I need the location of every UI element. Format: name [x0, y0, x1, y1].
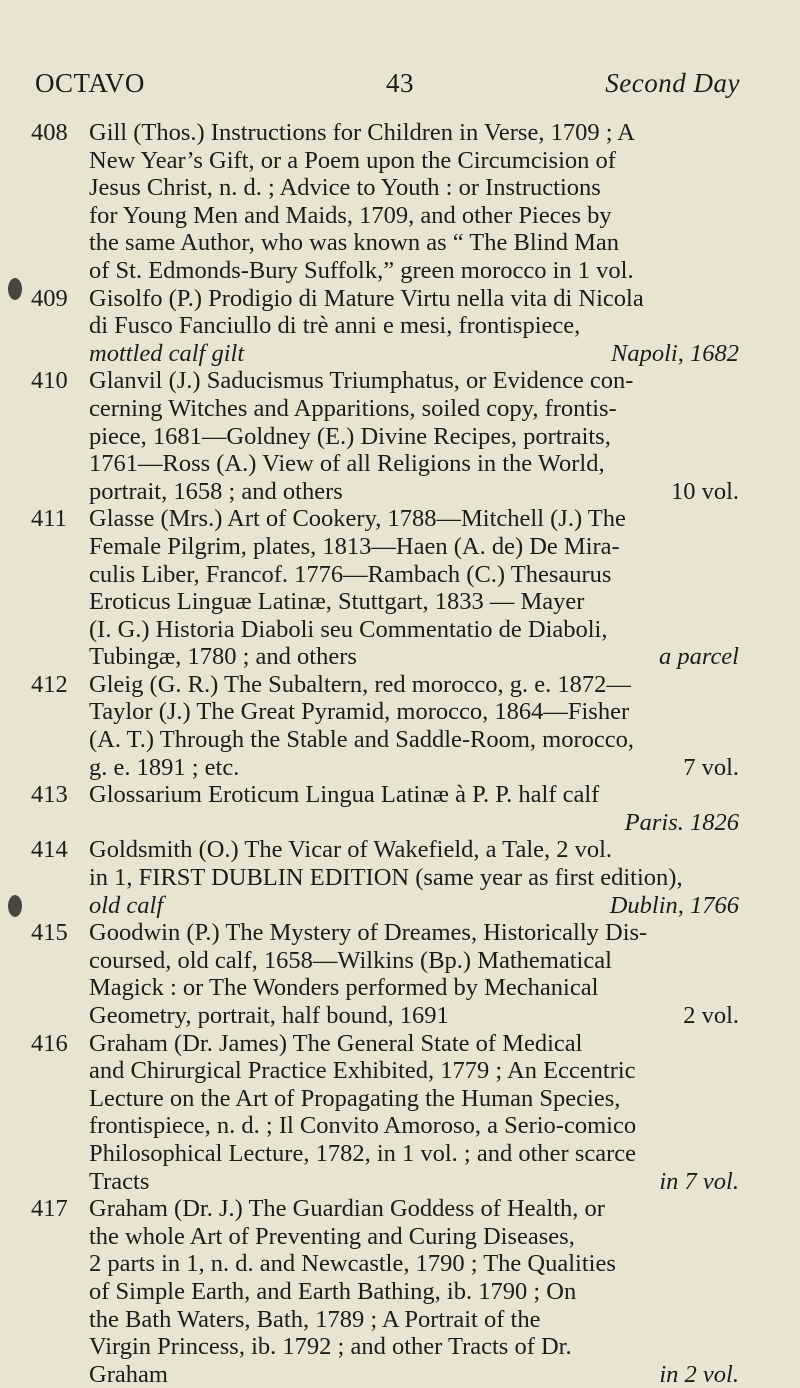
- lot-line: and Chirurgical Practice Exhibited, 1779 ; An Eccentric: [89, 1057, 636, 1085]
- lot-line: New Year’s Gift, or a Poem upon the Circumcision of: [89, 146, 616, 174]
- lot-line: of Simple Earth, and Earth Bathing, ib. 1790 ; On: [89, 1277, 577, 1305]
- lot-line: for Young Men and Maids, 1709, and other Pieces by: [89, 201, 612, 229]
- lot-description: [89, 119, 739, 285]
- lot-description: [89, 836, 739, 919]
- lot-number: 414: [31, 836, 68, 864]
- lot-line: Glanvil (J.) Saducismus Triumphatus, or Evidence con-: [89, 367, 634, 395]
- lot-imprint: Napoli, 1682: [611, 339, 739, 367]
- lot-line: 1761—Ross (A.) View of all Religions in the World,: [89, 450, 605, 478]
- lot-line: cerning Witches and Apparitions, soiled copy, frontis-: [89, 394, 617, 422]
- lot-line: Gill (Thos.) Instructions for Children in Verse, 1709 ; A: [89, 119, 635, 146]
- header-format: OCTAVO: [35, 68, 145, 98]
- lot-quantity: 2 vol.: [683, 1002, 739, 1029]
- lot-line: Female Pilgrim, plates, 1813—Haen (A. de) De Mira-: [89, 532, 620, 560]
- lot-line: 2 parts in 1, n. d. and Newcastle, 1790 ; The Qualities: [89, 1250, 616, 1278]
- lot-line: (I. G.) Historia Diaboli seu Commentatio de Diaboli,: [89, 615, 608, 643]
- lot-line: of St. Edmonds-Bury Suffolk,” green morocco in 1 vol.: [89, 256, 634, 284]
- lot-line: Goldsmith (O.) The Vicar of Wakefield, a Tale, 2 vol.: [89, 836, 613, 864]
- lot-line: Jesus Christ, n. d. ; Advice to Youth : or Instructions: [89, 174, 601, 202]
- lot-binding: old calf: [89, 891, 164, 919]
- lot-line: culis Liber, Francof. 1776—Rambach (C.) Thesaurus: [89, 560, 612, 588]
- lot-description: [89, 781, 739, 836]
- lot-line: Glossarium Eroticum Lingua Latinæ à P. P. half calf: [89, 781, 600, 809]
- lot-line: Graham: [89, 1360, 168, 1388]
- lot-line: Graham (Dr. James) The General State of Medical: [89, 1029, 583, 1057]
- lot-line: Tubingæ, 1780 ; and others: [89, 643, 357, 671]
- lot-line-tail: [89, 478, 739, 506]
- lot-description: [89, 285, 739, 368]
- lot-entry: [0, 919, 800, 1029]
- lot-line: the whole Art of Preventing and Curing Diseases,: [89, 1222, 575, 1250]
- lot-line: Gleig (G. R.) The Subaltern, red morocco, g. e. 1872—: [89, 670, 631, 698]
- lot-number: 409: [31, 284, 68, 312]
- lot-imprint: Dublin, 1766: [609, 891, 739, 919]
- lot-line: coursed, old calf, 1658—Wilkins (Bp.) Mathematical: [89, 946, 612, 974]
- lot-line: frontispiece, n. d. ; Il Convito Amoroso, a Serio-comico: [89, 1112, 637, 1140]
- lot-line: in 1, FIRST DUBLIN EDITION (same year as first edition),: [89, 864, 683, 892]
- lot-entry: [0, 1030, 800, 1196]
- lot-quantity: a parcel: [658, 643, 739, 671]
- page-header: [0, 68, 800, 104]
- lot-line: the Bath Waters, Bath, 1789 ; A Portrait of the: [89, 1305, 541, 1333]
- lot-line: di Fusco Fanciullo di trè anni e mesi, frontispiece,: [89, 312, 581, 340]
- lot-line-tail: [89, 754, 739, 782]
- lot-line: Goodwin (P.) The Mystery of Dreames, Historically Dis-: [89, 919, 648, 947]
- lot-line-tail: [89, 1002, 739, 1030]
- lot-entry: [0, 1195, 800, 1388]
- lot-line: Magick : or The Wonders performed by Mechanical: [89, 974, 599, 1002]
- lot-description: [89, 1195, 739, 1388]
- lot-number: 408: [31, 119, 68, 146]
- lot-entry: [0, 367, 800, 505]
- lot-line: Tracts: [89, 1167, 150, 1195]
- lot-description: [89, 367, 739, 505]
- lot-line-tail: [89, 1361, 739, 1388]
- lot-description: [89, 671, 739, 781]
- lot-line: g. e. 1891 ; etc.: [89, 753, 240, 781]
- lot-entry: [0, 285, 800, 368]
- lot-number: 411: [31, 505, 67, 533]
- lot-binding: mottled calf gilt: [89, 339, 245, 367]
- lot-line-tail: [89, 643, 739, 671]
- lot-line: Eroticus Linguæ Latinæ, Stuttgart, 1833 — Mayer: [89, 588, 585, 616]
- lot-number: 413: [31, 781, 68, 809]
- lot-number: 412: [31, 670, 68, 698]
- lot-line: portrait, 1658 ; and others: [89, 477, 343, 505]
- lot-quantity: 7 vol.: [683, 753, 739, 781]
- lot-line: (A. T.) Through the Stable and Saddle-Room, morocco,: [89, 726, 635, 754]
- lot-number: 416: [31, 1029, 68, 1057]
- lot-line: Lecture on the Art of Propagating the Human Species,: [89, 1084, 621, 1112]
- lot-description: [89, 1030, 739, 1196]
- lot-line-tail: [89, 892, 739, 920]
- page-number: 43: [386, 68, 414, 98]
- lot-description: [89, 919, 739, 1029]
- lot-list: [0, 119, 800, 1388]
- lot-entry: [0, 781, 800, 836]
- lot-line: Gisolfo (P.) Prodigio di Mature Virtu nella vita di Nicola: [89, 284, 644, 312]
- lot-entry: [0, 119, 800, 285]
- lot-description: [89, 505, 739, 671]
- lot-number: 417: [31, 1195, 68, 1223]
- lot-line: piece, 1681—Goldney (E.) Divine Recipes, portraits,: [89, 422, 611, 450]
- lot-entry: [0, 505, 800, 671]
- lot-line: Glasse (Mrs.) Art of Cookery, 1788—Mitchell (J.) The: [89, 505, 626, 533]
- header-day: Second Day: [605, 68, 740, 98]
- lot-imprint: Paris. 1826: [624, 808, 739, 836]
- lot-number: 410: [31, 367, 68, 395]
- lot-line: Virgin Princess, ib. 1792 ; and other Tracts of Dr.: [89, 1333, 572, 1361]
- lot-number: 415: [31, 919, 68, 947]
- lot-line: Philosophical Lecture, 1782, in 1 vol. ; and other scarce: [89, 1139, 637, 1167]
- lot-entry: [0, 836, 800, 919]
- lot-entry: [0, 671, 800, 781]
- lot-line: Taylor (J.) The Great Pyramid, morocco, 1864—Fisher: [89, 698, 630, 726]
- lot-quantity: in 7 vol.: [659, 1167, 739, 1195]
- lot-line: the same Author, who was known as “ The Blind Man: [89, 229, 620, 257]
- lot-line-tail: [89, 1168, 739, 1196]
- lot-quantity: 10 vol.: [670, 477, 739, 505]
- lot-line-tail: [89, 809, 739, 837]
- lot-line: Geometry, portrait, half bound, 1691: [89, 1002, 449, 1029]
- lot-line: Graham (Dr. J.) The Guardian Goddess of Health, or: [89, 1195, 605, 1223]
- lot-quantity: in 2 vol.: [659, 1360, 739, 1388]
- lot-line-tail: [89, 340, 739, 368]
